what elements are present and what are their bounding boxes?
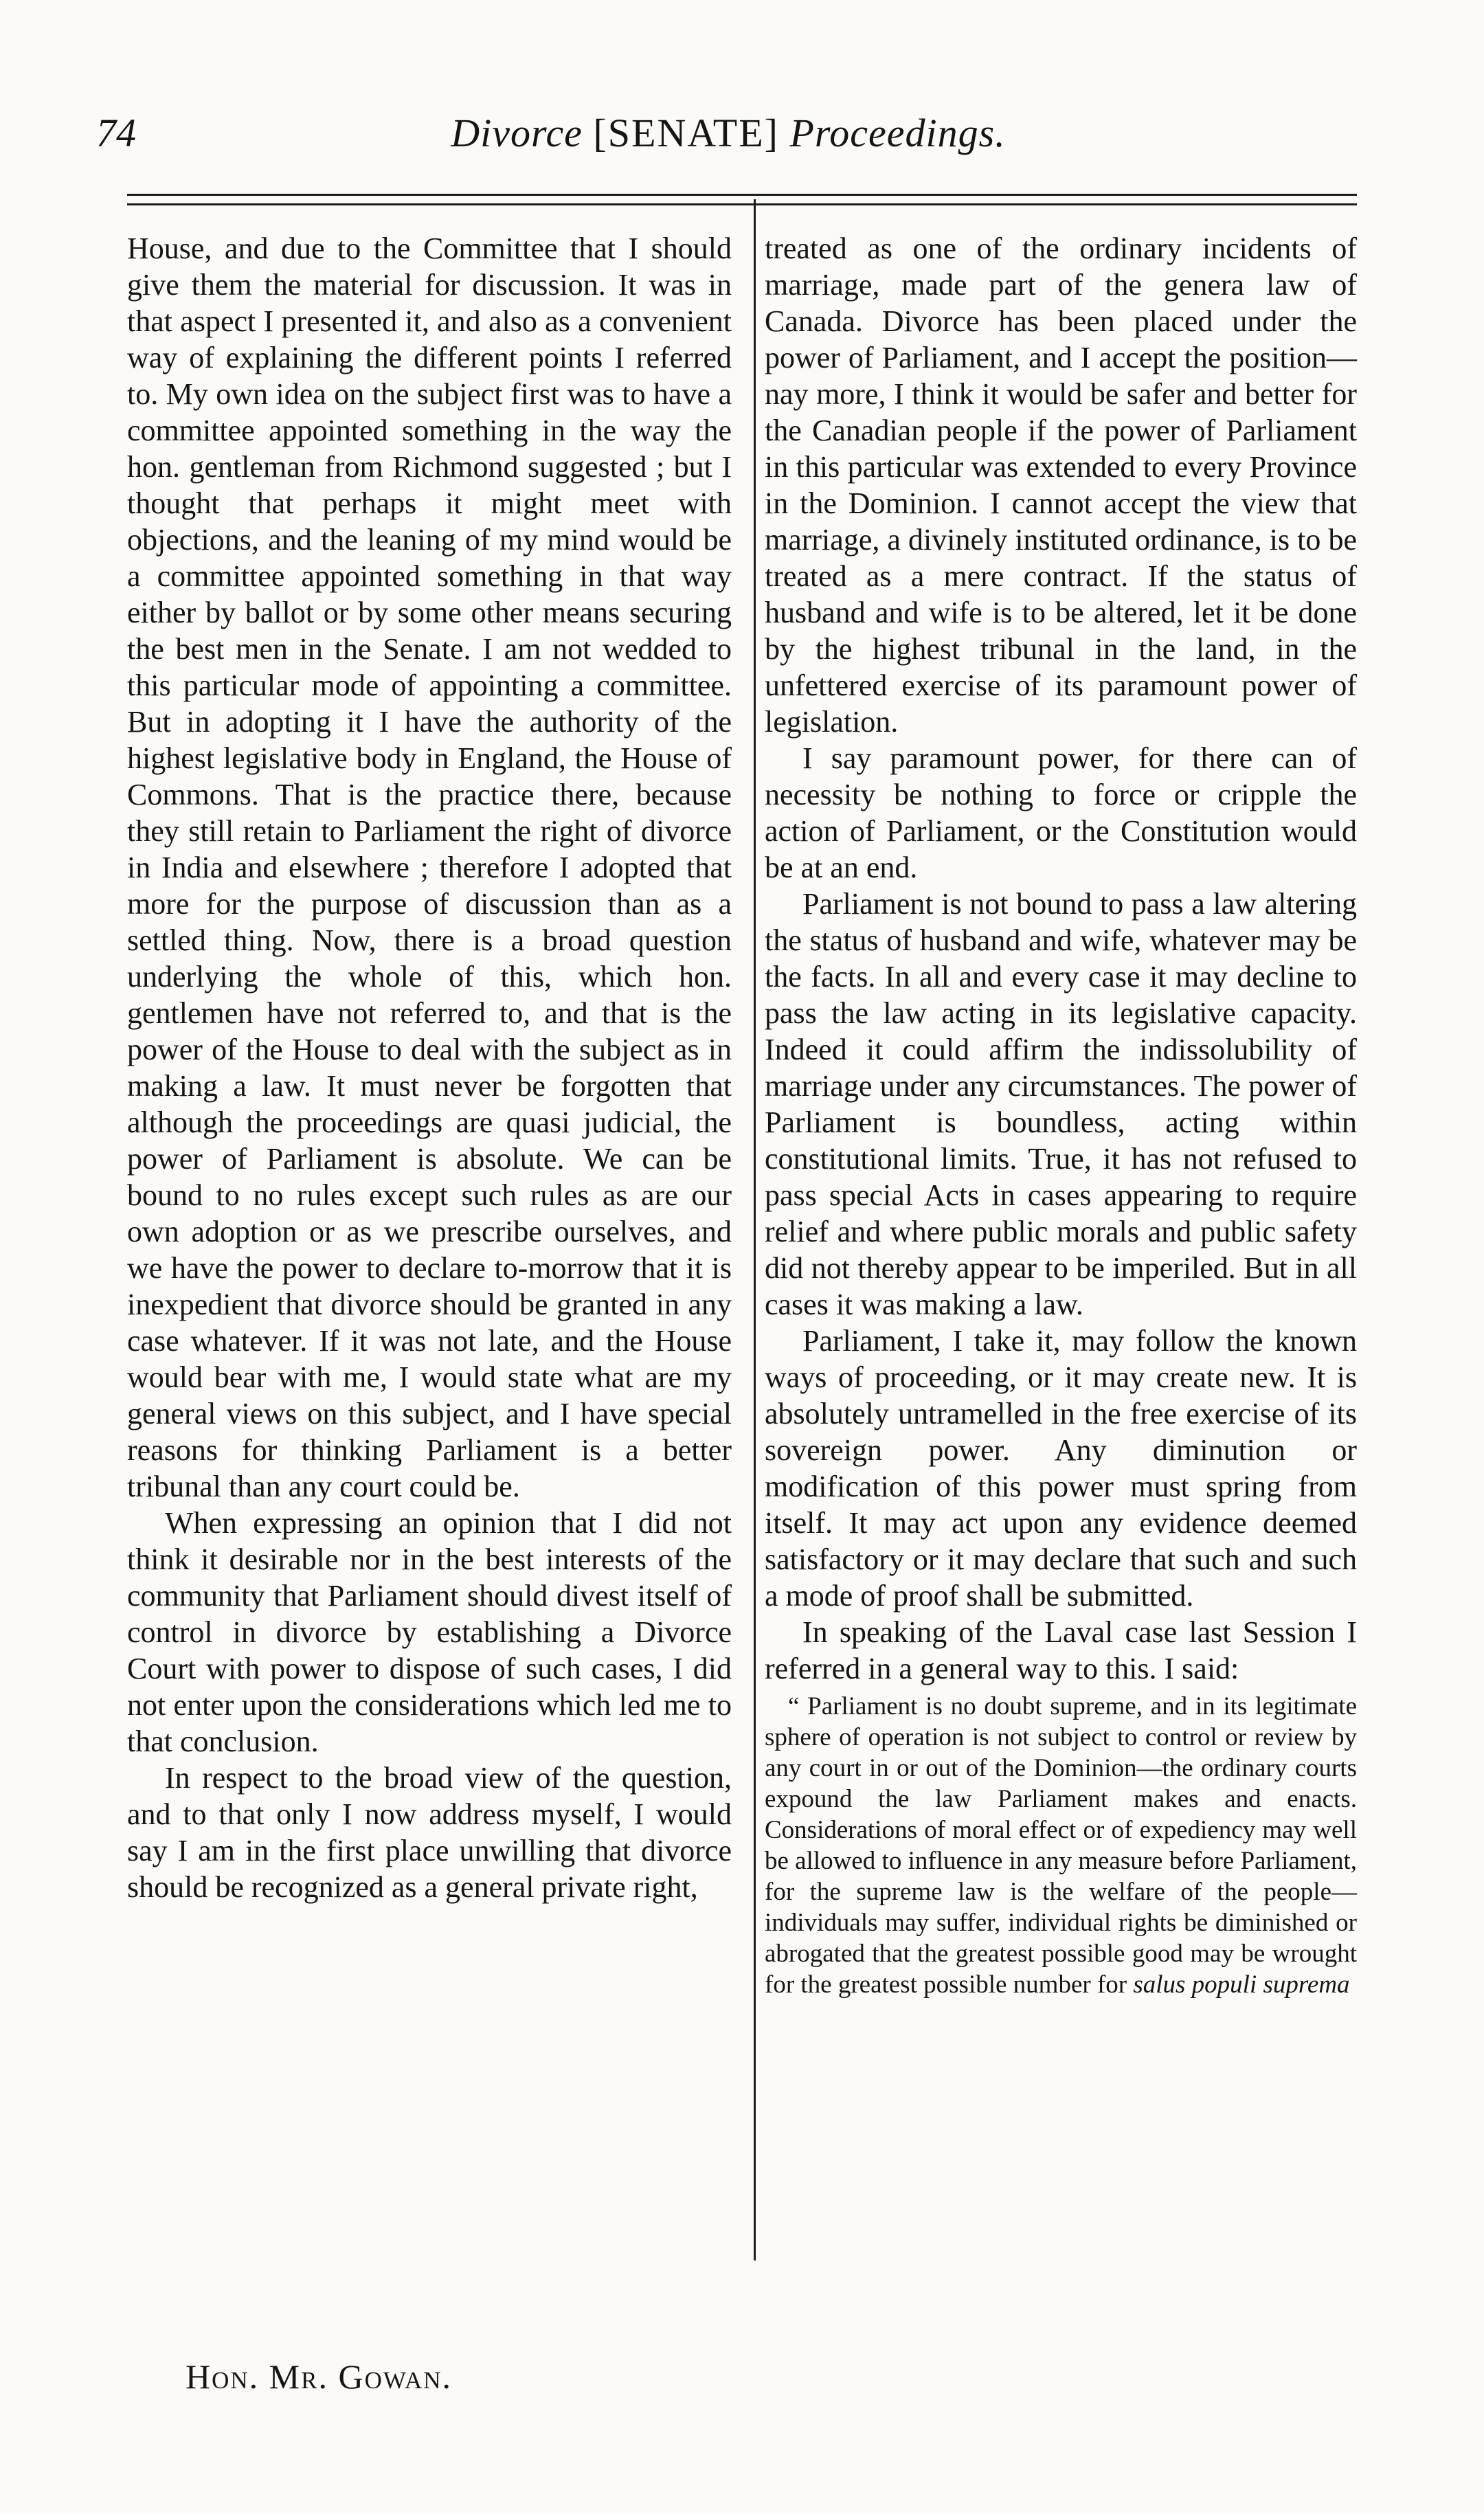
right-column xyxy=(765,230,1357,2000)
right-paragraph-5: In speaking of the Laval case last Session I referred in a general way to this. I said: xyxy=(765,1615,1357,1685)
running-head-divorce: Divorce xyxy=(451,111,583,155)
running-head-senate: [SENATE] xyxy=(593,111,779,155)
left-column xyxy=(127,230,732,1905)
left-paragraph-1: House, and due to the Committee that I should give them the material for discussion. It was in that aspect I presented it, and also as a convenient way of explaining the different points I referred to. My own idea on the subject first was to have a committee appointed something in the way the hon. gentleman from Richmond suggested ; but I thought that perhaps it might meet with objections, and the leaning of my mind would be a committee appointed something in that way either by ballot or by some other means securing the best men in the Senate. I am not wedded to this particular mode of appointing a committee. But in adopting it I have the authority of the highest legislative body in England, the House of Commons. That is the practice there, because they still retain to Parliament the right of divorce in India and elsewhere ; therefore I adopted that more for the purpose of discussion than as a settled thing. Now, there is a broad question underlying the whole of this, which hon. gentlemen have not referred to, and that is the power of the House to deal with the subject as in making a law. It must never be forgotten that although the proceedings are quasi judicial, the power of Parliament is absolute. We can be bound to no rules except such rules as are our own adoption or as we prescribe ourselves, and we have the power to declare to-morrow that it is inexpedient that divorce should be granted in any case whatever. If it was not late, and the House would bear with me, I would state what are my general views on this subject, and I have special reasons for thinking Parliament is a better tribunal than any court could be. xyxy=(127,232,732,1503)
right-paragraph-4: Parliament, I take it, may follow the known ways of proceeding, or it may create new. It is absolutely untramelled in the free exercise of its sovereign power. Any diminution or modification of this power must spring from itself. It may act upon any evidence deemed satisfactory or it may declare that such and such a mode of proof shall be submitted. xyxy=(765,1324,1357,1613)
column-divider xyxy=(754,199,756,2260)
block-quote-text: “ Parliament is no doubt supreme, and in its legitimate sphere of operation is not subject to control or review by any court in or out of the Dominion—the ordinary courts expound the law Parliament makes and enacts. Considerations of moral effect or of expediency may well be allowed to influence in any measure before Parliament, for the supreme law is the welfare of the people—individuals may suffer, individual rights be diminished or abrogated that the greatest possible good may be wrought for the greatest possible number for xyxy=(765,1692,1357,1999)
running-head-proceedings: Proceedings. xyxy=(789,111,1006,155)
header-rule-top xyxy=(127,194,1357,196)
right-paragraph-2: I say paramount power, for there can of necessity be nothing to force or cripple the action of Parliament, or the Constitution would be at an end. xyxy=(765,741,1357,884)
running-head-title xyxy=(96,110,1360,156)
page-number: 74 xyxy=(96,111,136,155)
block-quote-latin: salus populi suprema xyxy=(1133,1971,1350,1999)
block-quote xyxy=(765,1691,1357,2000)
left-paragraph-2: When expressing an opinion that I did not think it desirable nor in the best interests of the community that Parliament should divest itself of control in divorce by establishing a Divorce Court with power to dispose of such cases, I did not enter upon the considerations which led me to that conclusion. xyxy=(127,1506,732,1758)
right-paragraph-3: Parliament is not bound to pass a law altering the status of husband and wife, whatever may be the facts. In all and every case it may decline to pass the law acting in its legislative capacity. Indeed it could affirm the indissolubility of marriage under any circumstances. The power of Parliament is boundless, acting within constitutional limits. True, it has not refused to pass special Acts in cases appearing to require relief and where public morals and public safety did not thereby appear to be imperiled. But in all cases it was making a law. xyxy=(765,887,1357,1321)
right-paragraph-1: treated as one of the ordinary incidents of marriage, made part of the genera law of Canada. Divorce has been placed under the power of Parliament, and I accept the position—nay more, I think it would be safer and better for the Canadian people if the power of Parliament in this particular was extended to every Province in the Dominion. I cannot accept the view that marriage, a divinely instituted ordinance, is to be treated as a mere contract. If the status of husband and wife is to be altered, let it be done by the highest tribunal in the land, in the unfettered exercise of its paramount power of legislation. xyxy=(765,232,1357,739)
left-paragraph-3: In respect to the broad view of the question, and to that only I now address myself, I would say I am in the first place unwilling that divorce should be recognized as a general private right, xyxy=(127,1761,732,1904)
speaker-name: Hon. Mr. Gowan. xyxy=(186,2357,453,2396)
header-rule-bottom xyxy=(127,203,1357,205)
running-header xyxy=(96,110,1360,172)
